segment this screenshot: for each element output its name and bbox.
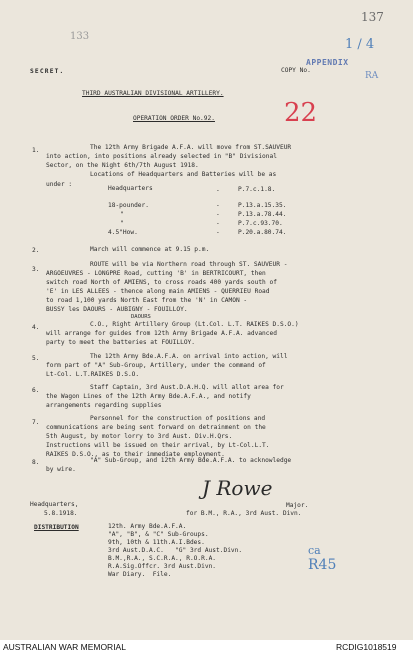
text-line: Staff Captain, 3rd Aust.D.A.H.Q. will allot area for [90,384,284,391]
folio-number-annotation: 133 [70,31,90,42]
text-line: party to meet the batteries at FOUILLOY. [46,339,196,346]
paragraph-number: 1. [32,147,40,154]
paragraph-number: 3. [32,266,40,273]
paragraph-number: 6. [32,387,40,394]
text-line: the Wagon Lines of the 12th Army Bde.A.F.A., and notify [46,393,251,400]
red-number-annotation: 22 [284,98,318,128]
distribution-line: B.M.,R.A., S.C.R.A., R.O.R.A. [108,555,217,562]
archive-footer [0,640,413,654]
map-reference: P.13.a.15.35. [238,202,287,209]
location-label: 4.5"How. [108,229,138,236]
archive-name: AUSTRALIAN WAR MEMORIAL [3,642,126,652]
text-line: arrangements regarding supplies [46,402,162,409]
distribution-line: R.A.Sig.Offcr. 3rd Aust.Divn. [108,563,217,570]
text-line: ARGOEUVRES - LONGPRE Road, cutting 'B' in BERTRICOURT, then [46,270,266,277]
distribution-line: 3rd Aust.D.A.C. "G" 3rd Aust.Divn. [108,547,243,554]
distribution-line: 9th, 10th & 11th.A.I.Bdes. [108,539,205,546]
text-line: The 12th Army Bde.A.F.A. on arrival into action, will [90,353,288,360]
text-line: Locations of Headquarters and Batteries will be as [90,171,277,178]
inserted-word: DAOURS [131,314,151,320]
copy-number-label: COPY No. [281,67,311,74]
map-reference: P.20.a.80.74. [238,229,287,236]
text-line: March will commence at 9.15 p.m. [90,246,210,253]
paragraph-number: 4. [32,324,40,331]
text-line: RAIKES D.S.O., as to their immediate employment. [46,451,225,458]
blue-corner-annotation: 1 / 4 [345,37,375,52]
distribution-label: DISTRIBUTION [34,524,79,531]
text-line: Instructions will be issued on their arrival, by Lt-Col.L.T. [46,442,270,449]
location-dash: - [216,187,220,194]
text-line: 5th August, by motor lorry to 3rd Aust. Div.H.Qrs. [46,433,233,440]
order-title: OPERATION ORDER No.92. [133,115,215,122]
paragraph-number: 2. [32,247,40,254]
text-line: to road 1,100 yards North East from the 'N' in CAMON - [46,297,248,304]
unit-title: THIRD AUSTRALIAN DIVISIONAL ARTILLERY. [82,90,224,97]
text-line: 'E' in LES ALLEES - thence along main AMIENS - QUERRIEU Road [46,288,270,295]
location-dash: - [216,211,220,218]
text-line: Lt-Col. L.T.RAIKES D.S.O. [46,371,140,378]
text-line: switch road North of AMIENS, to cross roads 400 yards south of [46,279,277,286]
order-date: 5.8.1918. [44,510,78,517]
location-label: Headquarters [108,185,153,192]
signature-for-line: for B.M., R.A., 3rd Aust. Divn. [186,510,302,517]
paragraph-number: 8. [32,459,40,466]
map-reference: P.7.c.93.70. [238,220,283,227]
distribution-line: 12th. Army Bde.A.F.A. [108,523,187,530]
text-line: Sector, on the Night 6th/7th August 1918. [46,162,199,169]
text-line: form part of "A" Sub-Group, Artillery, under the command of [46,362,266,369]
text-line: "A" Sub-Group, and 12th Army Bde.A.F.A. to acknowledge [90,457,292,464]
headquarters-label: Headquarters, [30,501,79,508]
text-line: C.O., Right Artillery Group (Lt.Col. L.T. RAIKES D.S.O.) [90,321,299,328]
text-line: communications are being sent forward on detrainment on the [46,424,266,431]
stamp-initials: RA [365,71,379,81]
text-line: into action, into positions already selected in "B" Divisional [46,153,277,160]
map-reference: P.13.a.78.44. [238,211,287,218]
archive-record-id: RCDIG1018519 [336,642,397,652]
map-reference: P.7.c.1.8. [238,186,276,193]
text-line: The 12th Army Brigade A.F.A. will move from ST.SAUVEUR [90,144,292,151]
blue-reference-annotation: R45 [308,557,337,573]
location-label: " [120,211,124,218]
blue-mark-annotation: ca [308,544,321,557]
text-line: by wire. [46,466,76,473]
archive-number-annotation: 137 [361,10,384,24]
location-label: " [120,220,124,227]
text-line: ROUTE will be via Northern road through ST. SAUVEUR - [90,261,288,268]
appendix-stamp: APPENDIX [306,58,349,67]
secret-marking: SECRET. [30,68,65,75]
distribution-line: "A", "B", & "C" Sub-Groups. [108,531,209,538]
location-dash: - [216,220,220,227]
handwritten-signature: J Rowe [202,476,273,500]
location-dash: - [216,229,220,236]
location-dash: - [216,202,220,209]
paragraph-number: 5. [32,355,40,362]
text-line: Personnel for the construction of positions and [90,415,266,422]
text-line: will arrange for guides from 12th Army Brigade A.F.A. advanced [46,330,277,337]
paragraph-number: 7. [32,419,40,426]
signature-rank: Major. [286,502,309,509]
text-line: BUSSY les DAOURS - AUBIGNY - FOUILLOY. [46,306,188,313]
text-line: under : [46,181,73,188]
distribution-line: War Diary. File. [108,571,172,578]
location-label: 18-pounder. [108,202,149,209]
